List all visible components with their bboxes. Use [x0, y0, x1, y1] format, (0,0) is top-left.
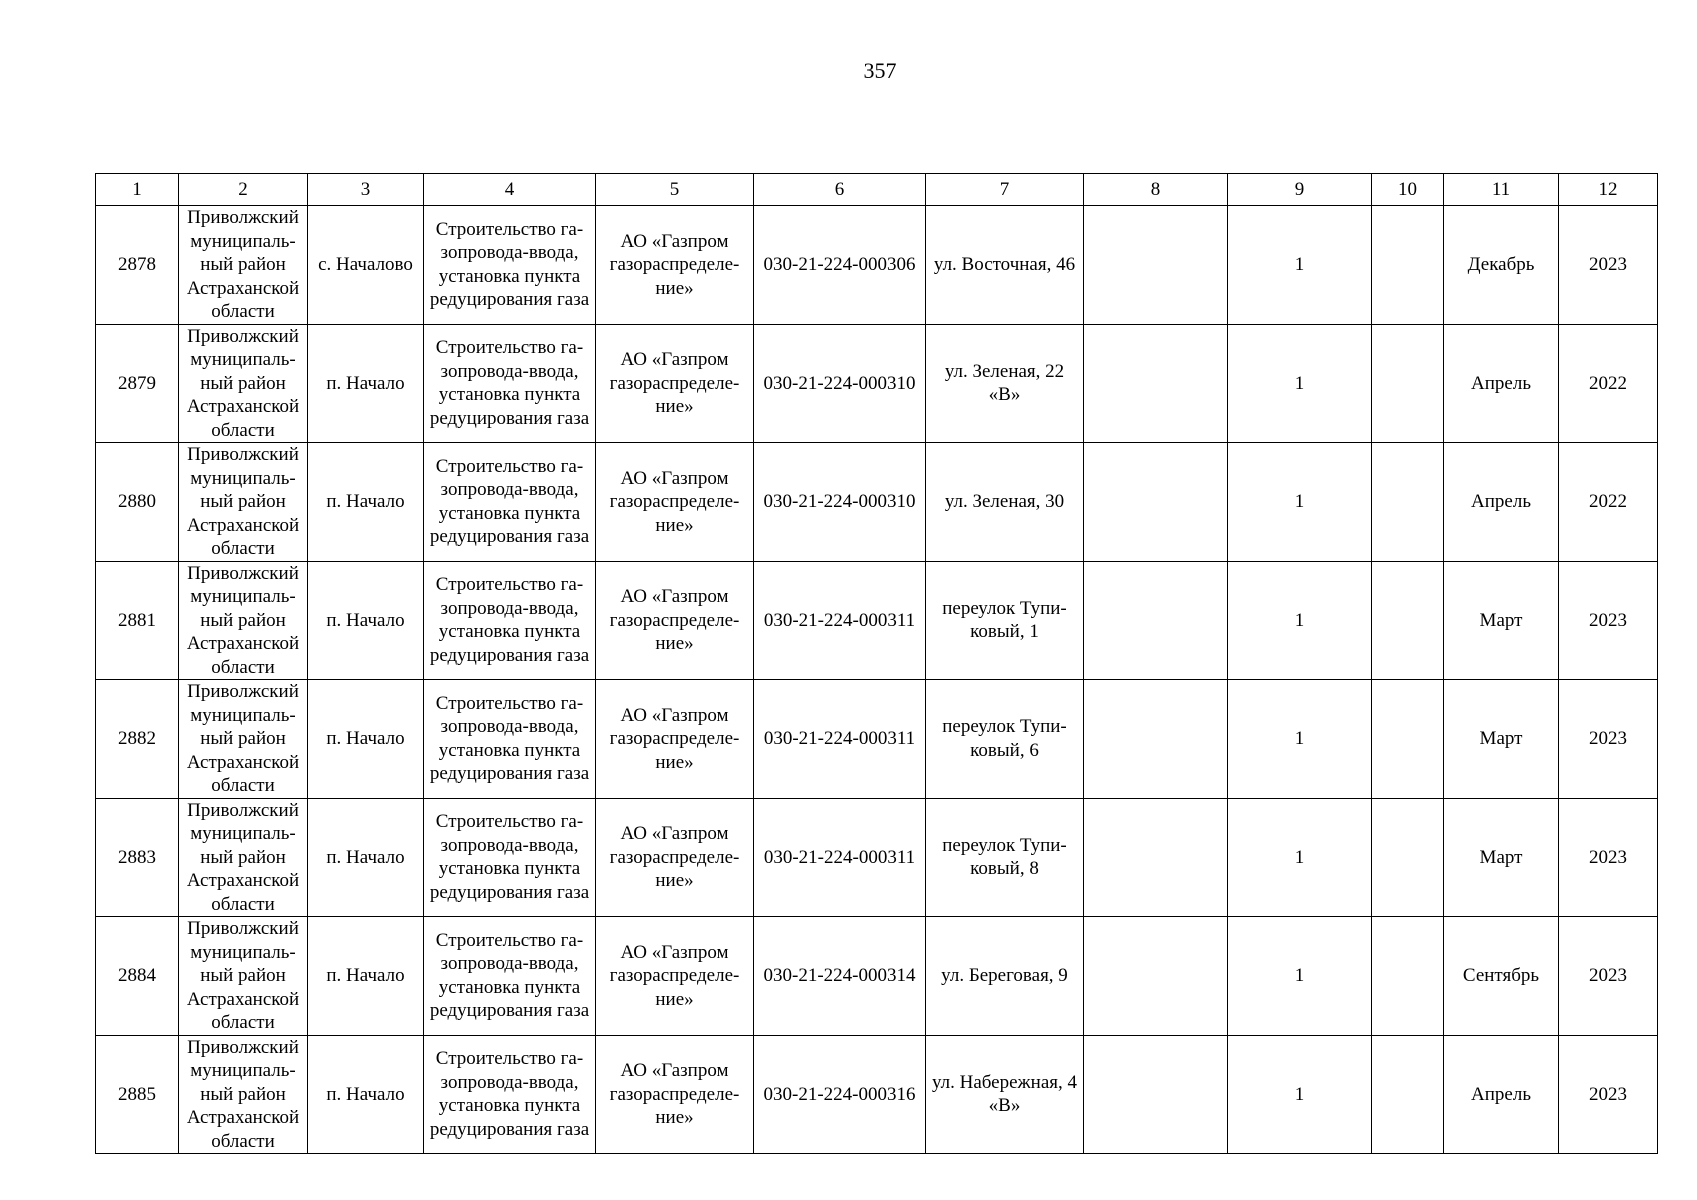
organization-cell: [596, 324, 754, 443]
organization-line: газораспределе-: [609, 728, 740, 749]
work-description-line: установка пункта: [438, 976, 581, 998]
district-line: ный район: [200, 254, 286, 275]
table-row: [96, 1035, 1658, 1154]
district-line: области: [211, 656, 275, 678]
column-header-3: 3: [308, 174, 424, 206]
district-cell: [179, 1035, 308, 1154]
table-row: [96, 917, 1658, 1036]
address-line: переулок Тупи-: [942, 716, 1067, 738]
column-header-10: 10: [1372, 174, 1444, 206]
address-cell: [926, 324, 1084, 443]
organization-line: ние»: [655, 1107, 694, 1128]
column-10-cell: [1372, 917, 1444, 1036]
work-description-line: редуцирования газа: [429, 881, 590, 903]
registry-code-cell: 030-21-224-000311: [754, 798, 926, 917]
address-cell: [926, 917, 1084, 1036]
year-cell: 2023: [1559, 1035, 1658, 1154]
table-row: [96, 798, 1658, 917]
district-line: Приволжский: [187, 1036, 299, 1058]
work-description-line: установка пункта: [438, 621, 581, 643]
table-row: [96, 324, 1658, 443]
settlement-cell: п. Начало: [308, 680, 424, 799]
district-cell: [179, 561, 308, 680]
district-line: области: [211, 1012, 275, 1033]
month-cell: Сентябрь: [1444, 917, 1559, 1036]
address-line: переулок Тупи-: [942, 834, 1067, 856]
district-line: Астраханской: [186, 870, 300, 891]
work-description-cell: [424, 561, 596, 680]
column-10-cell: [1372, 443, 1444, 562]
work-description-line: Строительство га-: [435, 455, 584, 477]
column-header-2: 2: [179, 174, 308, 206]
district-line: ный район: [200, 609, 286, 631]
work-description-line: Строительство га-: [435, 1048, 584, 1070]
district-cell: [179, 917, 308, 1036]
registry-code-cell: 030-21-224-000316: [754, 1035, 926, 1154]
registry-code-cell: 030-21-224-000311: [754, 561, 926, 680]
work-description-line: Строительство га-: [435, 811, 584, 833]
district-line: Приволжский: [187, 918, 299, 939]
table-header-row: [96, 174, 1658, 206]
column-8-cell: [1084, 443, 1228, 562]
settlement-cell: п. Начало: [308, 1035, 424, 1154]
district-line: области: [211, 893, 275, 915]
address-line: ковый, 8: [970, 858, 1039, 880]
organization-cell: [596, 680, 754, 799]
column-header-11: 11: [1444, 174, 1559, 206]
organization-line: АО «Газпром: [620, 1060, 729, 1081]
district-line: Приволжский: [187, 799, 299, 821]
address-cell: [926, 206, 1084, 325]
address-line: ул. Зеленая, 22: [944, 360, 1065, 382]
settlement-cell: п. Начало: [308, 561, 424, 680]
address-line: переулок Тупи-: [942, 597, 1067, 619]
settlement-cell: п. Начало: [308, 443, 424, 562]
work-description-line: установка пункта: [438, 1095, 581, 1117]
work-description-line: редуцирования газа: [429, 1118, 590, 1140]
district-line: области: [211, 538, 275, 559]
organization-cell: [596, 798, 754, 917]
district-line: Астраханской: [186, 277, 300, 299]
work-description-line: Строительство га-: [435, 929, 584, 951]
organization-line: ние»: [655, 277, 694, 299]
work-description-line: установка пункта: [438, 858, 581, 880]
district-line: муниципаль-: [190, 230, 296, 252]
work-description-cell: [424, 680, 596, 799]
record-number-cell: 2881: [96, 561, 179, 680]
organization-cell: [596, 443, 754, 562]
organization-cell: [596, 561, 754, 680]
organization-line: ние»: [655, 514, 694, 536]
page-number: 357: [863, 58, 897, 83]
column-10-cell: [1372, 798, 1444, 917]
district-line: области: [211, 419, 275, 441]
work-description-line: редуцирования газа: [429, 289, 590, 311]
work-description-line: Строительство га-: [435, 574, 584, 596]
column-8-cell: [1084, 324, 1228, 443]
organization-line: ние»: [655, 870, 694, 891]
work-description-line: зопровода-ввода,: [440, 597, 579, 619]
district-line: ный район: [200, 491, 286, 512]
column-header-7: 7: [926, 174, 1084, 206]
settlement-cell: п. Начало: [308, 917, 424, 1036]
column-header-12: 12: [1559, 174, 1658, 206]
work-description-cell: [424, 798, 596, 917]
organization-line: АО «Газпром: [620, 704, 729, 726]
district-line: Астраханской: [186, 1107, 300, 1128]
organization-line: газораспределе-: [609, 846, 740, 868]
table-body: [96, 174, 1658, 1154]
record-number-cell: 2878: [96, 206, 179, 325]
district-line: ный район: [200, 1083, 286, 1105]
year-cell: 2022: [1559, 324, 1658, 443]
address-cell: [926, 443, 1084, 562]
column-header-9: 9: [1228, 174, 1372, 206]
year-cell: 2023: [1559, 206, 1658, 325]
month-cell: Апрель: [1444, 324, 1559, 443]
month-cell: Март: [1444, 798, 1559, 917]
address-cell: [926, 680, 1084, 799]
district-line: Астраханской: [186, 396, 300, 417]
work-description-line: установка пункта: [438, 502, 581, 524]
registry-table: [95, 173, 1658, 1154]
address-line: ул. Зеленая, 30: [944, 491, 1065, 512]
quantity-cell: 1: [1228, 561, 1372, 680]
work-description-line: зопровода-ввода,: [440, 479, 579, 501]
district-line: муниципаль-: [190, 1060, 296, 1081]
registry-code-cell: 030-21-224-000310: [754, 324, 926, 443]
district-cell: [179, 324, 308, 443]
district-line: муниципаль-: [190, 823, 296, 844]
district-cell: [179, 798, 308, 917]
address-line: ковый, 6: [970, 739, 1039, 761]
work-description-line: Строительство га-: [435, 692, 584, 714]
table-row: [96, 206, 1658, 325]
district-line: Приволжский: [187, 325, 299, 347]
work-description-line: установка пункта: [438, 265, 581, 287]
column-8-cell: [1084, 206, 1228, 325]
organization-line: АО «Газпром: [620, 467, 729, 489]
work-description-line: зопровода-ввода,: [440, 834, 579, 856]
address-line: «В»: [988, 1095, 1021, 1117]
address-line: ул. Набережная, 4: [931, 1071, 1078, 1093]
organization-line: газораспределе-: [609, 372, 740, 394]
work-description-line: зопровода-ввода,: [440, 242, 579, 264]
organization-line: АО «Газпром: [620, 941, 729, 963]
table-row: [96, 561, 1658, 680]
table-row: [96, 443, 1658, 562]
district-line: ный район: [200, 846, 286, 868]
quantity-cell: 1: [1228, 917, 1372, 1036]
work-description-cell: [424, 1035, 596, 1154]
organization-line: АО «Газпром: [620, 230, 729, 252]
work-description-cell: [424, 324, 596, 443]
organization-line: ние»: [655, 396, 694, 417]
district-line: Приволжский: [187, 444, 299, 465]
month-cell: Декабрь: [1444, 206, 1559, 325]
organization-cell: [596, 1035, 754, 1154]
column-8-cell: [1084, 798, 1228, 917]
year-cell: 2022: [1559, 443, 1658, 562]
column-header-5: 5: [596, 174, 754, 206]
month-cell: Апрель: [1444, 1035, 1559, 1154]
column-header-1: 1: [96, 174, 179, 206]
address-line: ул. Береговая, 9: [941, 965, 1068, 986]
table-row: [96, 680, 1658, 799]
organization-line: газораспределе-: [609, 1083, 740, 1105]
column-8-cell: [1084, 1035, 1228, 1154]
district-cell: [179, 680, 308, 799]
work-description-line: редуцирования газа: [429, 407, 590, 429]
column-10-cell: [1372, 561, 1444, 680]
column-8-cell: [1084, 680, 1228, 799]
district-line: муниципаль-: [190, 467, 296, 489]
district-line: муниципаль-: [190, 586, 296, 607]
work-description-line: редуцирования газа: [429, 644, 590, 666]
quantity-cell: 1: [1228, 680, 1372, 799]
organization-line: ние»: [655, 751, 694, 773]
registry-code-cell: 030-21-224-000311: [754, 680, 926, 799]
work-description-line: установка пункта: [438, 739, 581, 761]
work-description-line: зопровода-ввода,: [440, 360, 579, 382]
district-cell: [179, 206, 308, 325]
district-line: Приволжский: [187, 681, 299, 702]
settlement-cell: с. Началово: [308, 206, 424, 325]
quantity-cell: 1: [1228, 798, 1372, 917]
column-10-cell: [1372, 206, 1444, 325]
registry-code-cell: 030-21-224-000314: [754, 917, 926, 1036]
organization-cell: [596, 917, 754, 1036]
organization-line: газораспределе-: [609, 965, 740, 986]
district-line: Приволжский: [187, 207, 299, 228]
month-cell: Март: [1444, 680, 1559, 799]
organization-cell: [596, 206, 754, 325]
district-line: Астраханской: [186, 751, 300, 773]
district-line: ный район: [200, 728, 286, 749]
work-description-line: редуцирования газа: [429, 1000, 590, 1022]
year-cell: 2023: [1559, 561, 1658, 680]
month-cell: Апрель: [1444, 443, 1559, 562]
work-description-line: редуцирования газа: [429, 763, 590, 785]
work-description-line: установка пункта: [438, 384, 581, 406]
year-cell: 2023: [1559, 917, 1658, 1036]
column-8-cell: [1084, 561, 1228, 680]
organization-line: ние»: [655, 988, 694, 1010]
district-line: муниципаль-: [190, 704, 296, 726]
record-number-cell: 2883: [96, 798, 179, 917]
district-line: муниципаль-: [190, 941, 296, 963]
district-line: муниципаль-: [190, 349, 296, 370]
address-line: «В»: [988, 384, 1021, 406]
district-line: ный район: [200, 372, 286, 394]
registry-code-cell: 030-21-224-000306: [754, 206, 926, 325]
quantity-cell: 1: [1228, 206, 1372, 325]
record-number-cell: 2882: [96, 680, 179, 799]
organization-line: ние»: [655, 633, 694, 654]
column-10-cell: [1372, 324, 1444, 443]
quantity-cell: 1: [1228, 443, 1372, 562]
work-description-cell: [424, 917, 596, 1036]
district-line: области: [211, 775, 275, 796]
address-cell: [926, 798, 1084, 917]
work-description-line: редуцирования газа: [429, 526, 590, 548]
district-line: Приволжский: [187, 562, 299, 584]
district-line: области: [211, 1130, 275, 1152]
district-line: ный район: [200, 965, 286, 986]
work-description-cell: [424, 206, 596, 325]
work-description-line: зопровода-ввода,: [440, 953, 579, 975]
work-description-line: Строительство га-: [435, 337, 584, 359]
district-line: области: [211, 301, 275, 322]
settlement-cell: п. Начало: [308, 798, 424, 917]
registry-code-cell: 030-21-224-000310: [754, 443, 926, 562]
district-line: Астраханской: [186, 633, 300, 654]
organization-line: газораспределе-: [609, 609, 740, 631]
column-header-4: 4: [424, 174, 596, 206]
column-header-6: 6: [754, 174, 926, 206]
address-line: ковый, 1: [970, 621, 1039, 643]
record-number-cell: 2879: [96, 324, 179, 443]
quantity-cell: 1: [1228, 1035, 1372, 1154]
organization-line: газораспределе-: [609, 491, 740, 512]
year-cell: 2023: [1559, 680, 1658, 799]
work-description-cell: [424, 443, 596, 562]
district-cell: [179, 443, 308, 562]
address-cell: [926, 561, 1084, 680]
column-10-cell: [1372, 680, 1444, 799]
record-number-cell: 2880: [96, 443, 179, 562]
work-description-line: Строительство га-: [435, 218, 584, 240]
quantity-cell: 1: [1228, 324, 1372, 443]
year-cell: 2023: [1559, 798, 1658, 917]
address-cell: [926, 1035, 1084, 1154]
record-number-cell: 2885: [96, 1035, 179, 1154]
record-number-cell: 2884: [96, 917, 179, 1036]
work-description-line: зопровода-ввода,: [440, 716, 579, 738]
column-header-8: 8: [1084, 174, 1228, 206]
address-line: ул. Восточная, 46: [933, 254, 1076, 275]
column-8-cell: [1084, 917, 1228, 1036]
organization-line: АО «Газпром: [620, 823, 729, 844]
work-description-line: зопровода-ввода,: [440, 1071, 579, 1093]
column-10-cell: [1372, 1035, 1444, 1154]
month-cell: Март: [1444, 561, 1559, 680]
district-line: Астраханской: [186, 514, 300, 536]
organization-line: АО «Газпром: [620, 586, 729, 607]
organization-line: газораспределе-: [609, 254, 740, 275]
district-line: Астраханской: [186, 988, 300, 1010]
settlement-cell: п. Начало: [308, 324, 424, 443]
organization-line: АО «Газпром: [620, 349, 729, 370]
